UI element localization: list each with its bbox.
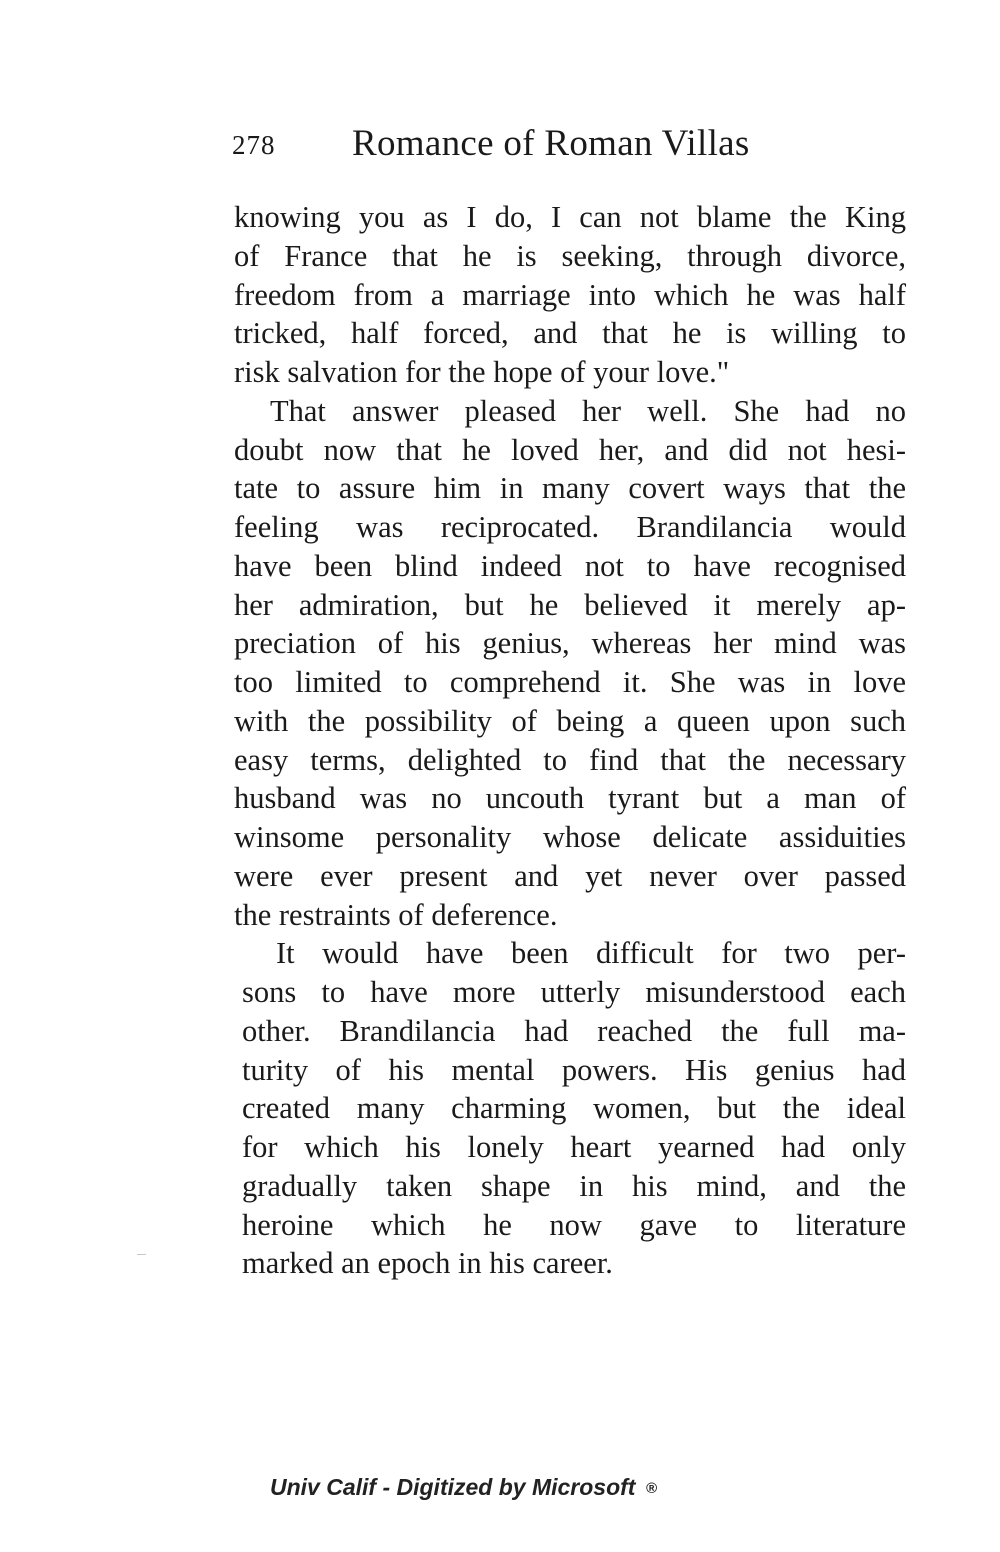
text-line: freedom from a marriage into which he was half	[234, 277, 906, 312]
text-line: her admiration, but he believed it merely ap-	[234, 587, 906, 622]
text-line: risk salvation for the hope of your love."	[234, 355, 730, 389]
text-line: turity of his mental powers. His genius had	[242, 1052, 906, 1087]
running-title: Romance of Roman Villas	[352, 123, 750, 164]
text-line: for which his lonely heart yearned had only	[242, 1130, 906, 1164]
paragraph	[234, 392, 906, 935]
digitization-footer	[270, 1474, 740, 1514]
digitization-credit: Univ Calif - Digitized by Microsoft	[270, 1474, 636, 1500]
text-line: gradually taken shape in his mind, and the	[242, 1168, 906, 1203]
text-line: too limited to comprehend it. She was in love	[234, 665, 906, 699]
microsoft-mark-icon: ®	[645, 1480, 657, 1498]
page-number: 278	[232, 130, 276, 160]
paragraph	[234, 198, 906, 392]
running-header	[232, 122, 912, 172]
text-line: created many charming women, but the ideal	[242, 1091, 906, 1126]
text-line: marked an epoch in his career.	[242, 1246, 613, 1281]
text-line: preciation of his genius, whereas her mind was	[234, 626, 906, 661]
text-line: tricked, half forced, and that he is willing to	[234, 316, 906, 351]
text-line: winsome personality whose delicate assiduities	[234, 820, 906, 854]
body-text	[234, 198, 906, 1283]
text-line: knowing you as I do, I can not blame the King	[234, 200, 906, 234]
text-line: of France that he is seeking, through divorce,	[234, 238, 906, 273]
text-line: other. Brandilancia had reached the full ma-	[242, 1013, 906, 1048]
text-line: tate to assure him in many covert ways that the	[234, 471, 906, 506]
text-line: heroine which he now gave to literature	[242, 1207, 906, 1242]
text-line: It would have been difficult for two per-	[276, 936, 906, 971]
text-line: husband was no uncouth tyrant but a man of	[234, 781, 906, 816]
text-line: feeling was reciprocated. Brandilancia would	[234, 510, 906, 544]
text-line: doubt now that he loved her, and did not hesi-	[234, 432, 906, 467]
text-line: were ever present and yet never over passed	[234, 858, 906, 893]
text-line: easy terms, delighted to find that the necessary	[234, 742, 906, 777]
margin-mark	[137, 1254, 146, 1255]
text-line: with the possibility of being a queen upon such	[234, 703, 906, 738]
text-line: have been blind indeed not to have recognised	[234, 548, 906, 583]
text-line: That answer pleased her well. She had no	[270, 393, 906, 428]
text-line: the restraints of deference.	[234, 897, 558, 932]
paragraph	[234, 934, 906, 1283]
text-line: sons to have more utterly misunderstood each	[242, 975, 906, 1009]
